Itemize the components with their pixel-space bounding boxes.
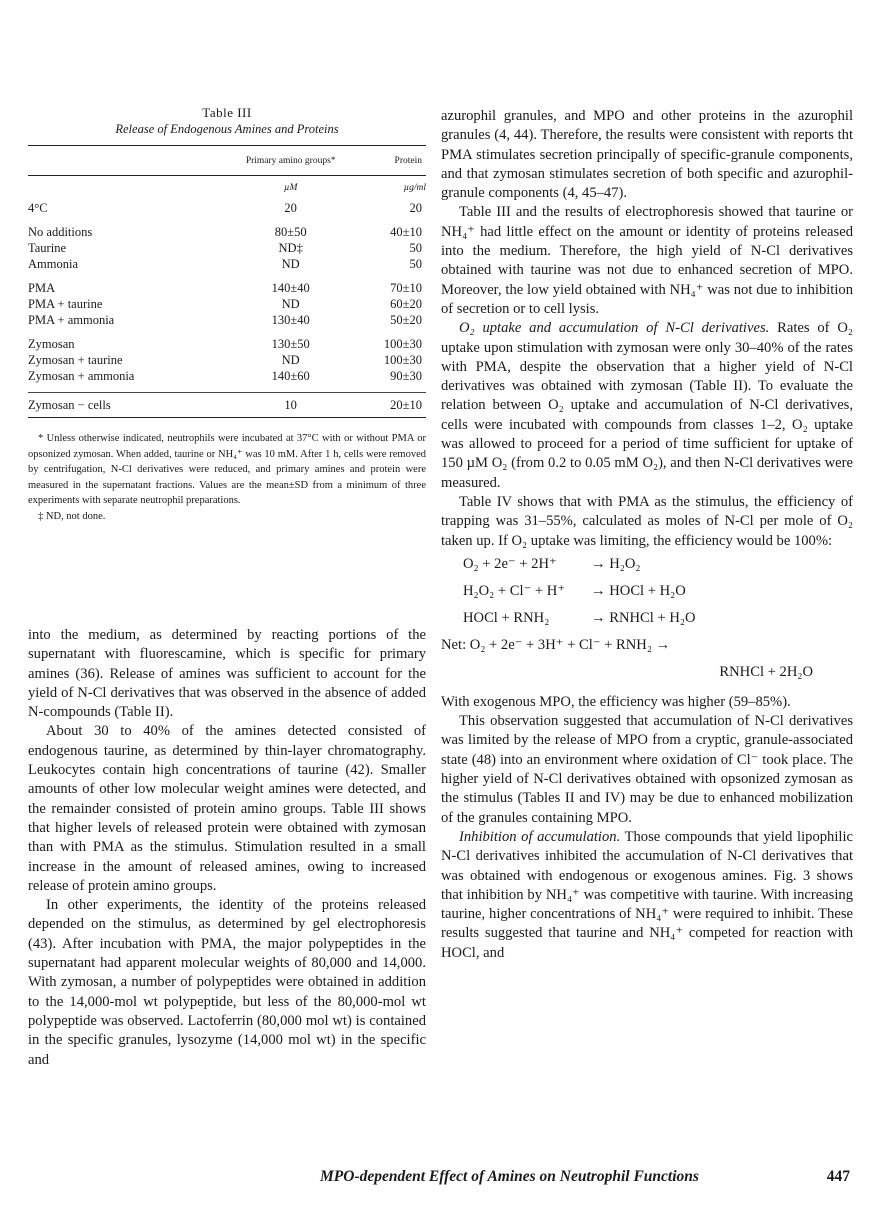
cell-amines: 140±60 — [271, 369, 310, 383]
cell-amines: ND — [281, 353, 300, 367]
equation — [441, 555, 853, 582]
row-label: 4°C — [28, 201, 48, 215]
equation-block — [441, 555, 853, 693]
equation-rhs: → HOCl + H₂O — [591, 582, 686, 599]
running-footer — [320, 1168, 850, 1186]
cell-protein: 50±20 — [390, 313, 422, 327]
table-header: Primary amino groups* — [245, 156, 336, 166]
cell-protein: 100±30 — [383, 337, 422, 351]
cell-protein: 40±10 — [390, 225, 422, 239]
equation — [441, 609, 853, 636]
cell-amines: 130±40 — [271, 313, 310, 327]
cell-protein: 50 — [409, 241, 422, 255]
table-unit — [28, 176, 227, 201]
cell-amines: 10 — [284, 397, 297, 412]
paragraph: into the medium, as determined by reacting portions of the supernatant with fluorescamine, which is specific for primary amines (36). Release of amines was sufficient to account for the yield of N-Cl derivatives that was observed in the absence of added N-compounds (Table II). — [28, 627, 426, 721]
cell-protein: 70±10 — [390, 281, 422, 295]
cell-amines: 130±50 — [271, 337, 310, 351]
footnote: * Unless otherwise indicated, neutrophils were incubated at 37°C with or without PMA or opsonized zymosan. When added, taurine or NH₄⁺ was 10 mM. After 1 h, cells were removed by centrifugation, N-Cl derivatives were reduced, and primary amines and protein were measured in the supernatant fractions. Values are the mean±SD from a minimum of three experiments with separate neutrophil preparations. — [28, 433, 426, 506]
equation-rhs: → H₂O₂ — [591, 555, 641, 572]
table-unit: µg/ml — [403, 183, 426, 193]
equation — [441, 582, 853, 609]
row-label: Zymosan − cells — [28, 397, 111, 412]
table-row — [28, 392, 426, 417]
equation-lhs: O₂ + 2e⁻ + 2H⁺ — [463, 555, 557, 572]
row-label: PMA — [28, 281, 56, 295]
section-heading: O₂ uptake and accumulation of N-Cl derivatives. — [459, 320, 770, 337]
equation-rhs: → RNHCl + H₂O — [591, 609, 696, 626]
paragraph: Table IV shows that with PMA as the stimulus, the efficiency of trapping was 31–55%, calculated as moles of N-Cl per mole of O₂ taken up. If O₂ uptake was limiting, the efficiency would be 100%: — [441, 493, 853, 549]
table-unit: µM — [283, 183, 298, 193]
cell-amines: ND — [281, 297, 300, 311]
running-title: MPO-dependent Effect of Amines on Neutrophil Functions — [320, 1168, 699, 1185]
table-footnotes — [28, 431, 426, 524]
table-row — [28, 200, 426, 216]
cell-protein: 100±30 — [383, 353, 422, 367]
paragraph: azurophil granules, and MPO and other proteins in the azurophil granules (4, 44). Therefore, the results were consistent with reports tht PMA stimulates secretion principally of specific-granule components, and that zymosan stimulates secretion of both specific and azurophil-granule components (4, 45–47). — [441, 108, 853, 202]
row-label: Zymosan — [28, 337, 75, 351]
paragraph — [441, 828, 853, 963]
table-title: Table III — [202, 105, 252, 120]
row-label: Ammonia — [28, 257, 78, 271]
table-row — [28, 312, 426, 328]
equation — [441, 663, 853, 693]
row-label: PMA + taurine — [28, 297, 103, 311]
table-row — [28, 368, 426, 384]
cell-protein: 20 — [409, 201, 422, 215]
paragraph: Table III and the results of electrophoresis showed that taurine or NH₄⁺ had little effect on the amount or identity of proteins released into the medium. Therefore, the high yield of N-Cl derivatives obtained with taurine was not due to enhanced secretion of MPO. Moreover, the low yield obtained with NH₄⁺ was not due to inhibition of secretion or to cell lysis. — [441, 204, 853, 317]
row-label: Taurine — [28, 241, 66, 255]
net-equation: Net: O₂ + 2e⁻ + 3H⁺ + Cl⁻ + RNH₂ → — [441, 636, 671, 653]
paragraph: This observation suggested that accumulation of N-Cl derivatives was limited by the release of MPO from a cryptic, granule-associated state (48) into an environment where oxidation of Cl⁻ took place. The higher yield of N-Cl derivatives obtained with opsonized zymosan as the stimulus (Tables II and IV) may be due to enhanced mobilization of the granules containing MPO. — [441, 713, 853, 826]
table-block — [28, 105, 426, 524]
table-row — [28, 336, 426, 352]
paragraph-body: Rates of O₂ uptake upon stimulation with zymosan were only 30–40% of the rates with PMA, despite the observation that a higher yield of N-Cl derivatives was obtained with zymosan (Table II). To evaluate the relation between O₂ uptake and accumulation of N-Cl derivatives, cells were incubated with compounds from classes 1–2, O₂ uptake was allowed to proceed for a period of time sufficient for uptake of 150 µM O₂ (from 0.2 to 0.05 mM O₂), and then N-Cl derivatives were measured. — [441, 320, 853, 491]
left-column-text — [28, 626, 426, 1070]
cell-protein: 50 — [409, 257, 422, 271]
row-label: Zymosan + ammonia — [28, 369, 135, 383]
right-column-text — [441, 107, 853, 963]
cell-amines: ND‡ — [278, 241, 303, 255]
data-table — [28, 145, 426, 419]
cell-amines: 20 — [284, 201, 297, 215]
cell-amines: 80±50 — [274, 225, 307, 239]
table-row — [28, 256, 426, 272]
cell-amines: 140±40 — [271, 281, 310, 295]
equation — [441, 636, 853, 663]
table-row — [28, 296, 426, 312]
table-row — [28, 352, 426, 368]
cell-amines: ND — [281, 257, 300, 271]
table-row — [28, 280, 426, 296]
cell-protein: 90±30 — [390, 369, 422, 383]
table-header — [28, 146, 227, 176]
paragraph: With exogenous MPO, the efficiency was higher (59–85%). — [441, 693, 791, 710]
equation-lhs: H₂O₂ + Cl⁻ + H⁺ — [463, 582, 566, 599]
row-label: PMA + ammonia — [28, 313, 115, 327]
cell-protein: 60±20 — [390, 297, 422, 311]
row-label: No additions — [28, 225, 93, 239]
table-subtitle: Release of Endogenous Amines and Proteins — [115, 122, 339, 136]
table-row — [28, 224, 426, 240]
section-heading: Inhibition of accumulation. — [459, 828, 621, 845]
net-equation-result: RNHCl + 2H₂O — [719, 663, 813, 680]
cell-protein: 20±10 — [390, 397, 422, 412]
paragraph: In other experiments, the identity of the proteins released depended on the stimulus, as determined by gel electrophoresis (43). After incubation with PMA, the major polypeptides in the supernatant had apparent molecular weights of 80,000 and 14,000. With zymosan, a number of polypeptides were obtained in addition to the 14,000-mol wt polypeptide, but less of the 80,000-mol wt polypeptide was observed. Lactoferrin (80,000 mol wt) is contained in the specific granules, lysozyme (14,000 mol wt) in the specific and — [28, 897, 426, 1068]
table-header: Protein — [394, 156, 422, 166]
page-number: 447 — [826, 1168, 850, 1185]
footnote: ‡ ND, not done. — [38, 510, 106, 522]
table-row — [28, 240, 426, 256]
paragraph-body: Those compounds that yield lipophilic N-Cl derivatives inhibited the accumulation of N-Cl derivatives that was obtained with endogenous or exogenous amines. Fig. 3 shows that inhibition by NH₄⁺ was competitive with taurine. With increasing taurine, higher concentrations of NH₄⁺ were required to inhibit. These results suggested that taurine and NH₄⁺ competed for reaction with HOCl, and — [441, 828, 853, 961]
equation-lhs: HOCl + RNH₂ — [463, 609, 550, 626]
paragraph — [441, 319, 853, 493]
paragraph: About 30 to 40% of the amines detected consisted of endogenous taurine, as determined by thin-layer chromatography. Leukocytes contain high concentrations of taurine (42). Smaller amounts of other low molecular weight amines were detected, and the remainder consisted of protein amino groups. Table III shows that higher levels of released protein were obtained with zymosan than with PMA as the stimulus. Stimulation resulted in a small increase in the amount of released amines, owing to increased release of protein amino groups. — [28, 723, 426, 894]
row-label: Zymosan + taurine — [28, 353, 123, 367]
